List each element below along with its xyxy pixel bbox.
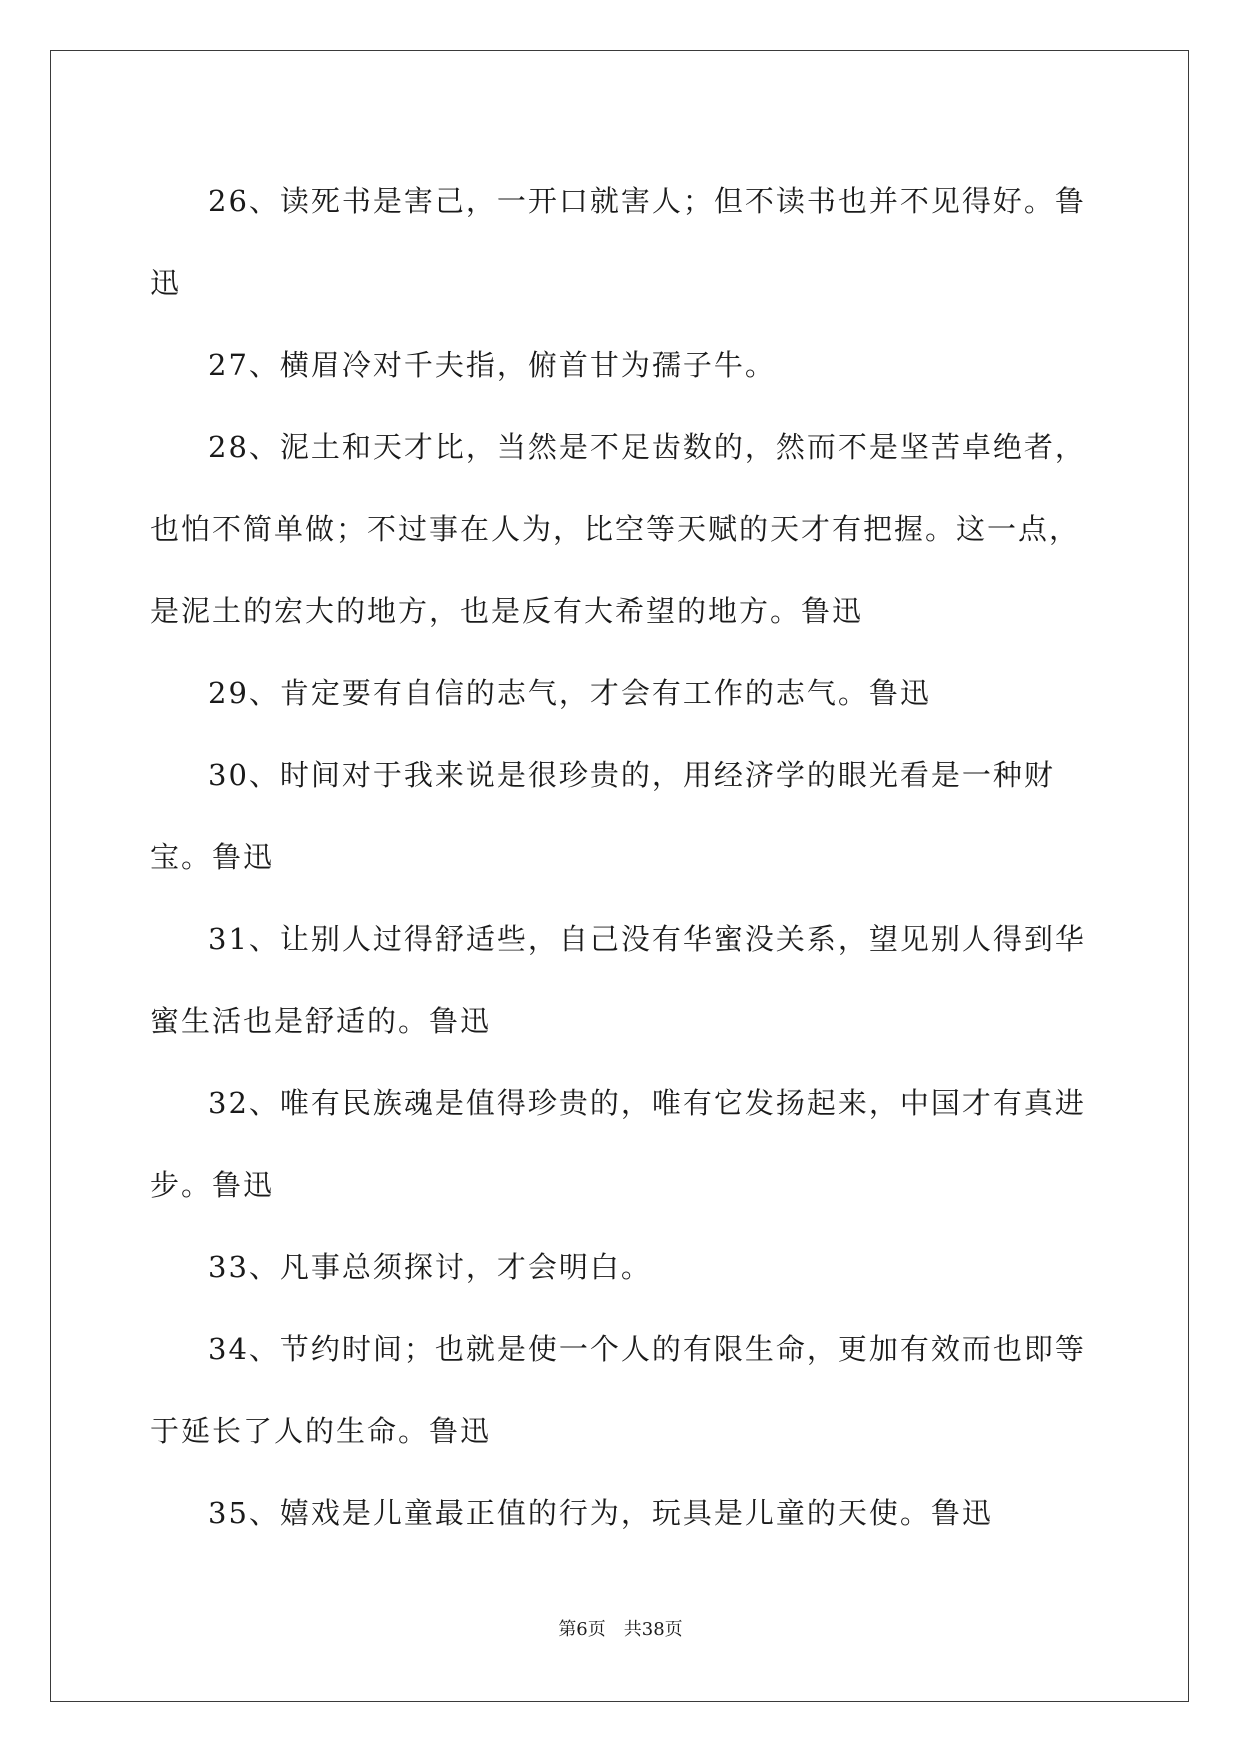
quote-paragraph-31: 31、让别人过得舒适些，自己没有华蜜没关系，望见别人得到华蜜生活也是舒适的。鲁迅 (150, 922, 1086, 1038)
quote-paragraph-30: 30、时间对于我来说是很珍贵的，用经济学的眼光看是一种财宝。鲁迅 (150, 758, 1055, 874)
page-number: 第6页 (558, 1619, 606, 1640)
quote-paragraph-28: 28、泥土和天才比，当然是不足齿数的，然而不是坚苦卓绝者，也怕不简单做；不过事在人为，比空等天赋的天才有把握。这一点，是泥土的宏大的地方，也是反有大希望的地方。鲁迅 (150, 430, 1086, 628)
quote-paragraph-32: 32、唯有民族魂是值得珍贵的，唯有它发扬起来，中国才有真进步。鲁迅 (150, 1086, 1086, 1202)
quote-paragraph-35: 35、嬉戏是儿童最正值的行为，玩具是儿童的天使。鲁迅 (208, 1496, 993, 1530)
quote-paragraph-27: 27、横眉冷对千夫指，俯首甘为孺子牛。 (208, 348, 776, 382)
quote-paragraph-34: 34、节约时间；也就是使一个人的有限生命，更加有效而也即等于延长了人的生命。鲁迅 (150, 1332, 1086, 1448)
quote-paragraph-29: 29、肯定要有自信的志气，才会有工作的志气。鲁迅 (208, 676, 931, 710)
page-total: 共38页 (623, 1619, 683, 1640)
document-body (150, 160, 1090, 1554)
page-footer (0, 1615, 1241, 1641)
quote-paragraph-33: 33、凡事总须探讨，才会明白。 (208, 1250, 652, 1284)
quote-paragraph-26: 26、读死书是害己，一开口就害人；但不读书也并不见得好。鲁迅 (150, 184, 1086, 300)
